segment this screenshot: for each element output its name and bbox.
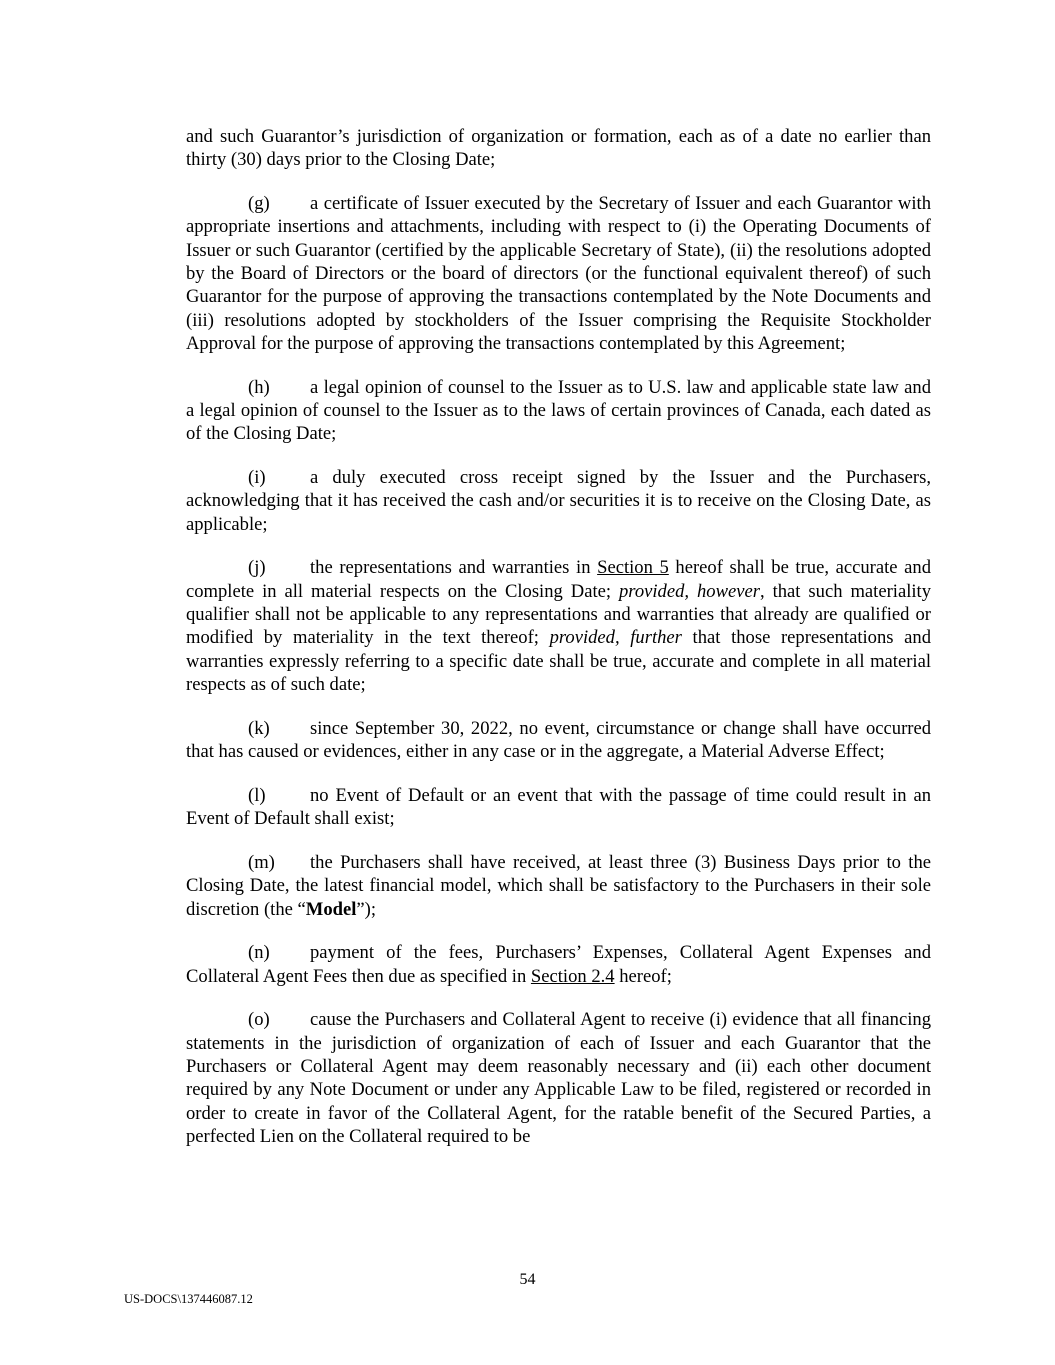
list-item [186, 376, 931, 446]
document-id: US-DOCS\137446087.12 [124, 1292, 253, 1306]
section-reference: Section 5 [597, 557, 669, 579]
defined-term: Model [305, 898, 357, 920]
paragraph-text: hereof; [614, 965, 672, 987]
paragraph-text: hereof shall be true, accurate and complete in all material respects on the Closing Date; [186, 557, 931, 602]
item-label: (i) [248, 467, 266, 489]
item-label: (g) [248, 193, 270, 215]
list-item [186, 466, 931, 536]
list-item [186, 941, 931, 988]
italic-text: provided, further [549, 627, 682, 649]
paragraph-text: a legal opinion of counsel to the Issuer as to U.S. law and applicable state law and a legal opinion of counsel to the Issuer as to the laws of certain provinces of Canada, each dated as of the Closing Date; [186, 376, 931, 445]
paragraph-text: since September 30, 2022, no event, circumstance or change shall have occurred that has caused or evidences, either in any case or in the aggregate, a Material Adverse Effect; [186, 717, 931, 763]
paragraph-text: a duly executed cross receipt signed by the Issuer and the Purchasers, acknowledging that it has received the cash and/or securities it is to receive on the Closing Date, as applicable; [186, 467, 931, 535]
item-label: (h) [248, 376, 270, 398]
paragraph-text: cause the Purchasers and Collateral Agent to receive (i) evidence that all financing statements in the jurisdiction of organization of each of Issuer and each Guarantor that the Purchasers or Collateral Agent may deem reasonably necessary and (ii) each other document required by any Note Document or under any Applicable Law to be filed, registered or recorded in order to create in favor of the Collateral Agent, for the ratable benefit of the Secured Parties, a perfected Lien on the Collateral required to be [186, 1009, 931, 1147]
list-item [186, 717, 931, 764]
paragraph-text: , that such materiality qualifier shall not be applicable to any representations and warranties that already are qualified or modified by materiality in the text thereof; [186, 580, 931, 649]
list-item [186, 556, 931, 696]
page-number: 54 [519, 1271, 536, 1288]
item-label: (k) [248, 717, 270, 739]
paragraph-text: a certificate of Issuer executed by the Secretary of Issuer and each Guarantor with appropriate insertions and attachments, including with respect to (i) the Operating Documents of Issuer or such Guarantor (certified by the applicable Secretary of State), (ii) the resolutions adopted by the Board of Directors or the board of directors (or the functional equivalent thereof) of such Guarantor for the purpose of approving the transactions contemplated by the Note Documents and (iii) resolutions adopted by stockholders of the Issuer comprising the Requisite Stockholder Approval for the purpose of approving the transactions contemplated by this Agreement; [186, 193, 931, 354]
item-label: (j) [248, 557, 266, 579]
list-item [186, 192, 931, 355]
paragraph-text: payment of the fees, Purchasers’ Expenses, Collateral Agent Expenses and Collateral Agent Fees then due as specified in [186, 942, 931, 987]
paragraph-text: the representations and warranties in [310, 557, 598, 579]
item-label: (l) [248, 784, 266, 806]
paragraph-text: ”); [356, 898, 377, 920]
section-reference: Section 2.4 [530, 965, 615, 987]
item-label: (m) [248, 851, 275, 873]
italic-text: provided, however [618, 580, 760, 602]
paragraph-text: and such Guarantor’s jurisdiction of organization or formation, each as of a date no earlier than thirty (30) days prior to the Closing Date; [186, 126, 931, 171]
body-text [186, 125, 931, 1169]
paragraph-text: the Purchasers shall have received, at least three (3) Business Days prior to the Closing Date, the latest financial model, which shall be satisfactory to the Purchasers in their sole discretion (the “ [186, 851, 931, 920]
item-label: (o) [248, 1009, 270, 1031]
paragraph-text: that those representations and warranties expressly referring to a specific date shall be true, accurate and complete in all material respects as of such date; [186, 627, 931, 695]
paragraph-text: no Event of Default or an event that with the passage of time could result in an Event of Default shall exist; [186, 784, 931, 830]
list-item [186, 1008, 931, 1148]
list-item [186, 784, 931, 831]
list-item [186, 851, 931, 921]
item-label: (n) [248, 942, 270, 964]
continued-paragraph [186, 125, 931, 172]
